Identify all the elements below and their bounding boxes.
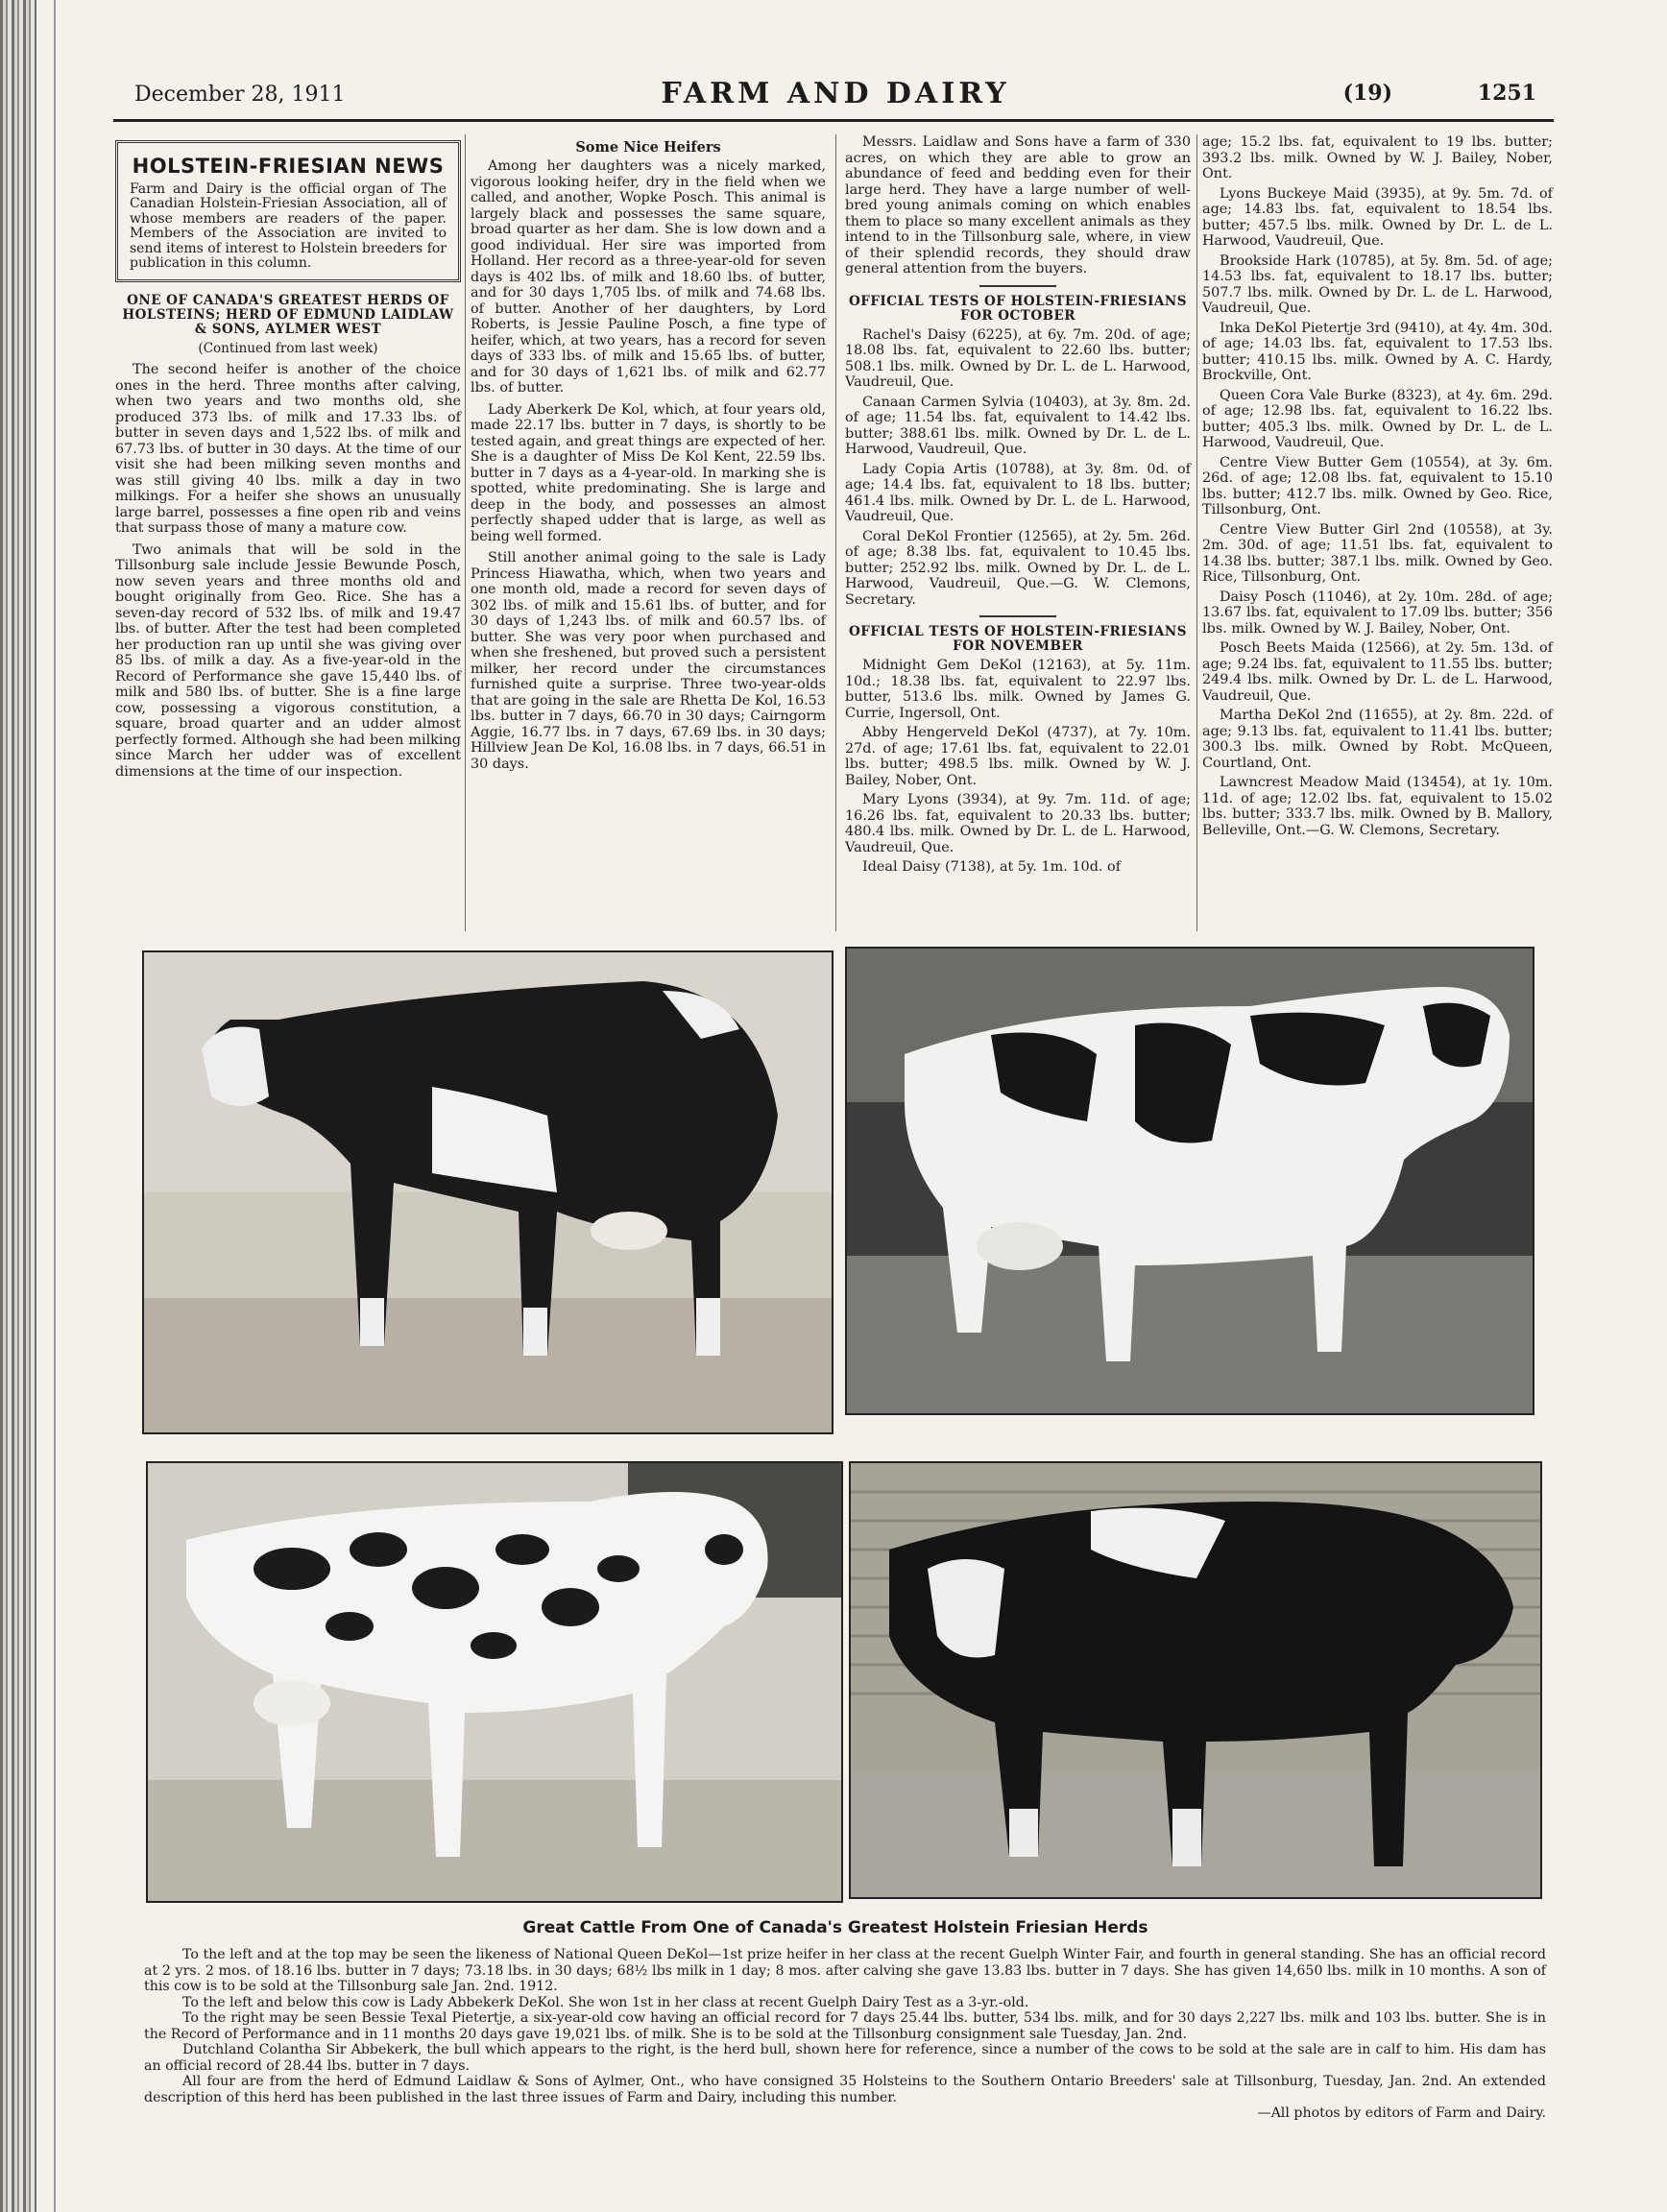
caption-paragraph: To the left and at the top may be seen the likeness of National Queen DeKol—1st prize heifer in her class at the recent Guelph Winter Fair, and fourth in general standing. She has an official record at 2 yrs. 2 mos. of 18.16 lbs. butter in 7 days; 73.18 lbs. in 30 days; 68½ lbs milk in 1 day; 8 mos. after calving she gave 13.83 lbs. butter in 7 days. She has given 14,650 lbs. milk in 10 months. A son of this cow is to be sold at the Tillsonburg sale Jan. 2nd. 1912. xyxy=(144,1947,1546,1994)
masthead xyxy=(134,77,1536,111)
column-2 xyxy=(471,134,826,778)
test-entry: Lawncrest Meadow Maid (13454), at 1y. 10m. 11d. of age; 12.02 lbs. fat, equivalent to 15.02 lbs. butter; 333.7 lbs. milk. Owned by B. Mallory, Belleville, Ont.—G. W. Clemons, Secretary. xyxy=(1202,775,1553,838)
test-entry: Posch Beets Maida (12566), at 2y. 5m. 13d. of age; 9.24 lbs. fat, equivalent to 11.55 lbs. butter; 249.4 lbs. milk. Owned by Dr. L. de L. Harwood, Vaudreuil, Que. xyxy=(1202,640,1553,704)
issue-page-paren: (19) xyxy=(1342,81,1392,106)
photo-caption-title: Great Cattle From One of Canada's Greatest Holstein Friesian Herds xyxy=(522,1918,1148,1937)
column-3 xyxy=(845,134,1191,879)
page-number: 1251 xyxy=(1477,81,1536,106)
test-entry: Rachel's Daisy (6225), at 6y. 7m. 20d. of age; 18.08 lbs. fat, equivalent to 22.60 lbs. butter; 508.1 lbs. milk. Owned by Dr. L. de L. Harwood, Vaudreuil, Que. xyxy=(845,326,1191,390)
newspaper-title: FARM AND DAIRY xyxy=(661,77,1010,110)
article-paragraph: Messrs. Laidlaw and Sons have a farm of 330 acres, on which they are able to grow an abundance of feed and bedding even for their large herd. They have a large number of well-bred young animals coming on which enables them to place so many excellent animals as they intend to in the Tillsonburg sale, where, in view of their splendid records, they should draw general attention from the buyers. xyxy=(845,134,1191,276)
test-entry: Midnight Gem DeKol (12163), at 5y. 11m. 10d.; 18.38 lbs. fat, equivalent to 22.97 lbs. butter, 513.6 lbs. milk. Owned by James G. Currie, Ingersoll, Ont. xyxy=(845,658,1191,721)
photo-credit: —All photos by editors of Farm and Dairy. xyxy=(1257,2105,1546,2121)
page-edge-line xyxy=(54,0,56,2212)
article-subheading: (Continued from last week) xyxy=(198,340,378,356)
article-paragraph: Still another animal going to the sale is Lady Princess Hiawatha, which, when two years and one month old, made a record for seven days of 302 lbs. of milk and 15.61 lbs. of butter, and for 30 days of 1,243 lbs. of milk and 60.57 lbs. of butter. She was very poor when purchased and when she freshened, but proved such a persistent milker, her record under the circumstances furnished quite a surprise. Three two-year-olds that are going in the sale are Rhetta De Kol, 16.53 lbs. butter in 7 days, 66.70 in 30 days; Cairngorm Aggie, 16.77 lbs. in 7 days, 67.69 lbs. in 30 days; Hillview Jean De Kol, 16.08 lbs. in 7 days, 66.51 in 30 days. xyxy=(471,550,826,772)
page-binding-edge xyxy=(0,0,36,2212)
section-divider xyxy=(979,285,1056,287)
cow-photo-national-queen-dekol xyxy=(142,950,834,1434)
section-divider xyxy=(979,615,1056,617)
test-entry: Centre View Butter Gem (10554), at 3y. 6m. 26d. of age; 12.08 lbs. fat, equivalent to 15.10 lbs. butter; 412.7 lbs. milk. Owned by Geo. Rice, Tillsonburg, Ont. xyxy=(1202,454,1553,517)
test-entry: Queen Cora Vale Burke (8323), at 4y. 6m. 29d. of age; 12.98 lbs. fat, equivalent to 16.22 lbs. butter; 405.3 lbs. milk. Owned by Dr. L. de L. Harwood, Vaudreuil, Que. xyxy=(1202,387,1553,450)
article-paragraph: The second heifer is another of the choice ones in the herd. Three months after calving, when two years and two months old, she produced 373 lbs. of milk and 17.33 lbs. of butter in seven days and 1,522 lbs. of milk and 67.73 lbs. of butter in 30 days. At the time of our visit she had been milking seven months and was still giving 40 lbs. milk a day in two milkings. For a heifer she shows an unusually large barrel, possesses a fine open rib and veins that surpass those of many a mature cow. xyxy=(115,362,461,536)
column-rule xyxy=(835,134,836,931)
test-entry: Centre View Butter Girl 2nd (10558), at 3y. 2m. 30d. of age; 11.51 lbs. fat, equivalent to 14.38 lbs. butter; 387.1 lbs. milk. Owned by Geo. Rice, Tillsonburg, Ont. xyxy=(1202,521,1553,585)
section-heading: OFFICIAL TESTS OF HOLSTEIN-FRIESIANS FOR OCTOBER xyxy=(849,293,1187,324)
test-entry: Inka DeKol Pietertje 3rd (9410), at 4y. 4m. 30d. of age; 14.03 lbs. fat, equivalent to 17.53 lbs. butter; 410.15 lbs. milk. Owned by A. C. Hardy, Brockville, Ont. xyxy=(1202,320,1553,383)
article-paragraph: Among her daughters was a nicely marked, vigorous looking heifer, dry in the field when we called, and another, Wopke Posch. This animal is largely black and possesses the same square, broad quarter as her dam. She is low down and a good individual. Her sire was imported from Holland. Her record as a three-year-old for seven days is 402 lbs. of milk and 18.60 lbs. of butter, and for 30 days 1,705 lbs. of milk and 74.68 lbs. of butter. Another of her daughters, by Lord Roberts, is Jessie Pauline Posch, a fine type of heifer, which, at two years, has a record for seven days of 333 lbs. of milk and 15.65 lbs. of butter, and for 30 days of 1,621 lbs. of milk and 62.77 lbs. of butter. xyxy=(471,158,826,396)
photo-caption xyxy=(144,1947,1546,2122)
test-entry: Ideal Daisy (7138), at 5y. 1m. 10d. of xyxy=(862,859,1122,875)
bull-photo-dutchland-colantha-sir-abbekerk xyxy=(849,1461,1542,1899)
section-heading: OFFICIAL TESTS OF HOLSTEIN-FRIESIANS FOR NOVEMBER xyxy=(849,624,1187,654)
cow-photo-lady-abbekerk-dekol xyxy=(146,1461,843,1903)
article-paragraph: Two animals that will be sold in the Tillsonburg sale include Jessie Bewunde Posch, now seven years and three months old and bought originally from Geo. Rice. She has a seven-day record of 532 lbs. of milk and 19.47 lbs. of butter. After the test had been completed her production ran up until she was giving over 85 lbs. of milk a day. As a five-year-old in the Record of Performance she gave 15,440 lbs. of milk and 580 lbs. of butter. She is a fine large cow, possessing a vigorous constitution, a square, broad quarter and an udder almost perfectly formed. Although she had been milking since March her udder was of excellent dimensions at the time of our inspection. xyxy=(115,541,461,780)
column-rule xyxy=(465,134,466,931)
test-entry: Martha DeKol 2nd (11655), at 2y. 8m. 22d. of age; 9.13 lbs. fat, equivalent to 11.41 lbs. butter; 300.3 lbs. milk. Owned by Robt. McQueen, Courtland, Ont. xyxy=(1202,708,1553,771)
test-entry: Abby Hengerveld DeKol (4737), at 7y. 10m. 27d. of age; 17.61 lbs. fat, equivalent to 22.01 lbs. butter; 498.5 lbs. milk. Owned by W. J. Bailey, Nober, Ont. xyxy=(845,725,1191,788)
column-rule xyxy=(1196,134,1197,931)
news-box xyxy=(115,140,461,282)
test-entry: Canaan Carmen Sylvia (10403), at 3y. 8m. 2d. of age; 11.54 lbs. fat, equivalent to 14.42 lbs. butter; 388.61 lbs. milk. Owned by Dr. L. de L. Harwood, Vaudreuil, Que. xyxy=(845,394,1191,457)
cow-photo-bessie-texal-pietertje xyxy=(845,947,1534,1415)
news-box-body: Farm and Dairy is the official organ of The Canadian Holstein-Friesian Association, all of whose members are readers of the paper. Members of the Association are invited to send items of interest to Holstein breeders for publication in this column. xyxy=(130,180,447,271)
article-heading: ONE OF CANADA'S GREATEST HERDS OF HOLSTEINS; HERD OF EDMUND LAIDLAW & SONS, AYLMER WEST xyxy=(122,292,454,337)
test-entry: age; 15.2 lbs. fat, equivalent to 19 lbs. butter; 393.2 lbs. milk. Owned by W. J. Bailey, Nober, Ont. xyxy=(1202,134,1553,181)
test-entry: Lyons Buckeye Maid (3935), at 9y. 5m. 7d. of age; 14.83 lbs. fat, equivalent to 18.54 lbs. butter; 457.5 lbs. milk. Owned by Dr. L. de L. Harwood, Vaudreuil, Que. xyxy=(1202,185,1553,249)
news-box-heading: HOLSTEIN-FRIESIAN NEWS xyxy=(132,155,445,178)
test-entry: Brookside Hark (10785), at 5y. 8m. 5d. of age; 14.53 lbs. fat, equivalent to 18.17 lbs. butter; 507.7 lbs. milk. Owned by Dr. L. de L. Harwood, Vaudreuil, Que. xyxy=(1202,252,1553,316)
caption-paragraph: To the left and below this cow is Lady Abbekerk DeKol. She won 1st in her class at recent Guelph Dairy Test as a 3-yr.-old. xyxy=(182,1994,1029,2010)
column-4 xyxy=(1202,134,1553,842)
issue-date: December 28, 1911 xyxy=(134,83,346,107)
masthead-rule xyxy=(113,119,1554,122)
section-heading: Some Nice Heifers xyxy=(575,139,721,156)
test-entry: Mary Lyons (3934), at 9y. 7m. 11d. of age; 16.26 lbs. fat, equivalent to 20.33 lbs. butter; 480.4 lbs. milk. Owned by Dr. L. de L. Harwood, Vaudreuil, Que. xyxy=(845,792,1191,855)
test-entry: Coral DeKol Frontier (12565), at 2y. 5m. 26d. of age; 8.38 lbs. fat, equivalent to 10.45 lbs. butter; 252.92 lbs. milk. Owned by Dr. L. de L. Harwood, Vaudreuil, Que.—G. W. Clemons, Secretary. xyxy=(845,528,1191,608)
test-entry: Lady Copia Artis (10788), at 3y. 8m. 0d. of age; 14.4 lbs. fat, equivalent to 18 lbs. butter; 461.4 lbs. milk. Owned by Dr. L. de L. Harwood, Vaudreuil, Que. xyxy=(845,461,1191,524)
caption-paragraph: To the right may be seen Bessie Texal Pietertje, a six-year-old cow having an official record for 7 days 25.44 lbs. butter, 534 lbs. milk, and for 30 days 2,227 lbs. milk and 103 lbs. butter. She is in the Record of Performance and in 11 months 20 days gave 19,021 lbs. of milk. She is to be sold at the Tillsonburg consignment sale Tuesday, Jan. 2nd. xyxy=(144,2010,1546,2042)
test-entry: Daisy Posch (11046), at 2y. 10m. 28d. of age; 13.67 lbs. fat, equivalent to 17.09 lbs. butter; 356 lbs. milk. Owned by W. J. Bailey, Nober, Ont. xyxy=(1202,589,1553,637)
caption-paragraph: Dutchland Colantha Sir Abbekerk, the bull which appears to the right, is the herd bull, shown here for reference, since a number of the cows to be sold at the sale are in calf to him. His dam has an official record of 28.44 lbs. butter in 7 days. xyxy=(144,2042,1546,2074)
article-paragraph: Lady Aberkerk De Kol, which, at four years old, made 22.17 lbs. butter in 7 days, is shortly to be tested again, and great things are expected of her. She is a daughter of Miss De Kol Kent, 22.59 lbs. butter in 7 days as a 4-year-old. In marking she is spotted, white predominating. She is large and deep in the body, and possesses an almost perfectly shaped udder that is large, as well as being well formed. xyxy=(471,401,826,544)
column-1 xyxy=(115,134,461,785)
caption-paragraph: All four are from the herd of Edmund Laidlaw & Sons of Aylmer, Ont., who have consigned 35 Holsteins to the Southern Ontario Breeders' sale at Tillsonburg, Tuesday, Jan. 2nd. An extended description of this herd has been published in the last three issues of Farm and Dairy, including this number. xyxy=(144,2074,1546,2105)
